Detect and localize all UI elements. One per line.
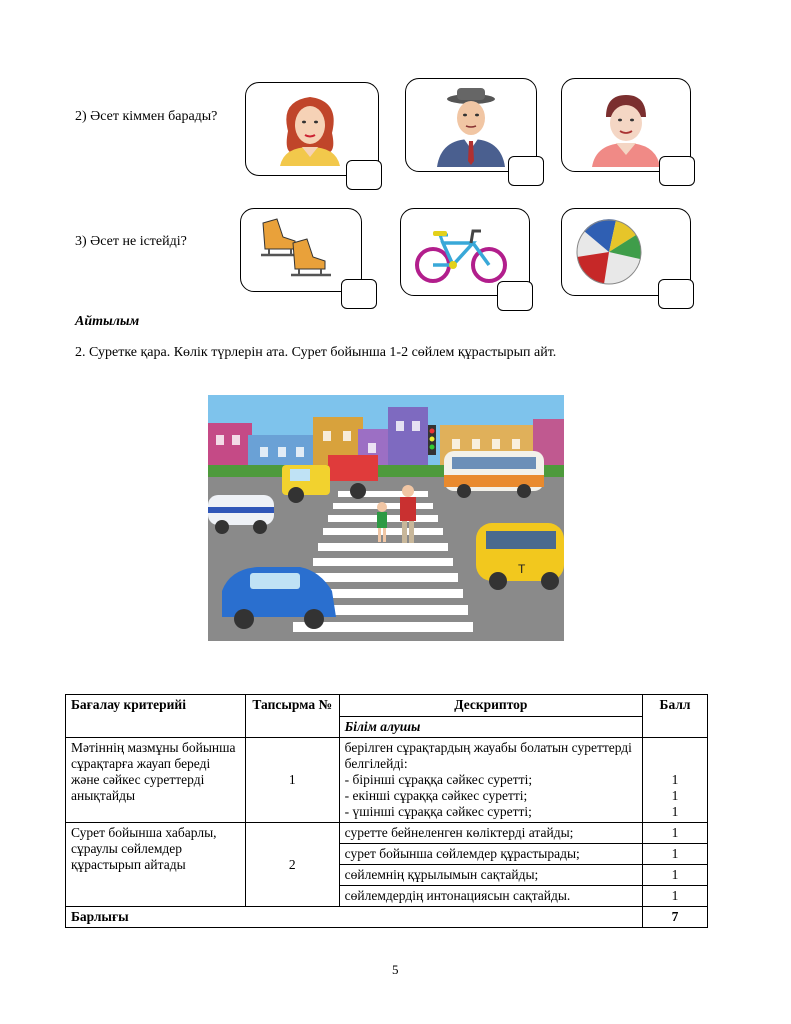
task-2-text: 2. Суретке қара. Көлік түрлерін ата. Сурет бойынша 1-2 сөйлем құрастырып айт. [75, 345, 557, 360]
bicycle-icon [413, 225, 509, 285]
score-value: 1 [671, 804, 679, 819]
descriptor-intro: берілген сұрақтардың жауабы болатын суреттерді белгілейді: [344, 740, 632, 771]
descriptor-item: сөйлемнің құрылымын сақтайды; [339, 865, 642, 886]
total-label: Барлығы [66, 907, 643, 928]
subheader-student: Білім алушы [339, 716, 642, 738]
score-value: 1 [643, 823, 708, 844]
answer-checkbox-1[interactable] [346, 160, 382, 190]
woman-portrait-icon [270, 91, 350, 166]
answer-checkbox-6[interactable] [658, 279, 694, 309]
answer-card-grandmother[interactable] [561, 78, 691, 172]
beach-ball-icon [574, 217, 644, 287]
man-in-hat-portrait-icon [431, 85, 511, 167]
score-value: 1 [643, 886, 708, 907]
section-title: Айтылым [75, 314, 140, 329]
svg-text:T: T [518, 562, 526, 576]
answer-card-man[interactable] [405, 78, 537, 172]
header-task-number: Тапсырма № [245, 695, 339, 738]
score-value: 1 [643, 865, 708, 886]
answer-card-woman[interactable] [245, 82, 379, 176]
descriptor-item: сурет бойынша сөйлемдер құрастырады; [339, 844, 642, 865]
descriptor-cell-1 [339, 738, 642, 823]
descriptor-item: суретте бейнеленген көліктерді атайды; [339, 823, 642, 844]
grandmother-portrait-icon [586, 87, 666, 167]
answer-card-bicycle[interactable] [400, 208, 530, 296]
assessment-table [65, 694, 708, 928]
descriptor-item: - екінші сұраққа сәйкес суретті; [344, 788, 528, 803]
score-value: 1 [671, 788, 679, 803]
answer-checkbox-4[interactable] [341, 279, 377, 309]
question-2-text: 2) Әсет кіммен барады? [75, 109, 218, 124]
ice-skates-icon [253, 215, 343, 285]
descriptor-item: - үшінші сұраққа сәйкес суретті; [344, 804, 532, 819]
answer-checkbox-3[interactable] [659, 156, 695, 186]
answer-checkbox-2[interactable] [508, 156, 544, 186]
total-value: 7 [643, 907, 708, 928]
header-descriptor: Дескриптор [339, 695, 642, 717]
criteria-cell-2: Сурет бойынша хабарлы, сұраулы сөйлемдер құрастырып айтады [66, 823, 246, 907]
descriptor-item: - бірінші сұраққа сәйкес суретті; [344, 772, 533, 787]
header-criteria: Бағалау критерийі [66, 695, 246, 738]
answer-card-skates[interactable] [240, 208, 362, 292]
score-value: 1 [671, 772, 679, 787]
score-value: 1 [643, 844, 708, 865]
answer-checkbox-5[interactable] [497, 281, 533, 311]
question-3-text: 3) Әсет не істейді? [75, 234, 187, 249]
descriptor-item: сөйлемдердің интонациясын сақтайды. [339, 886, 642, 907]
answer-card-ball[interactable] [561, 208, 691, 296]
score-cell-1 [643, 738, 708, 823]
header-score: Балл [643, 695, 708, 738]
task-cell-1: 1 [245, 738, 339, 823]
page-number: 5 [392, 962, 399, 977]
street-scene-illustration [208, 395, 564, 641]
criteria-cell-1: Мәтіннің мазмұны бойынша сұрақтарға жауап береді және сәйкес суреттерді анықтайды [66, 738, 246, 823]
task-cell-2: 2 [245, 823, 339, 907]
